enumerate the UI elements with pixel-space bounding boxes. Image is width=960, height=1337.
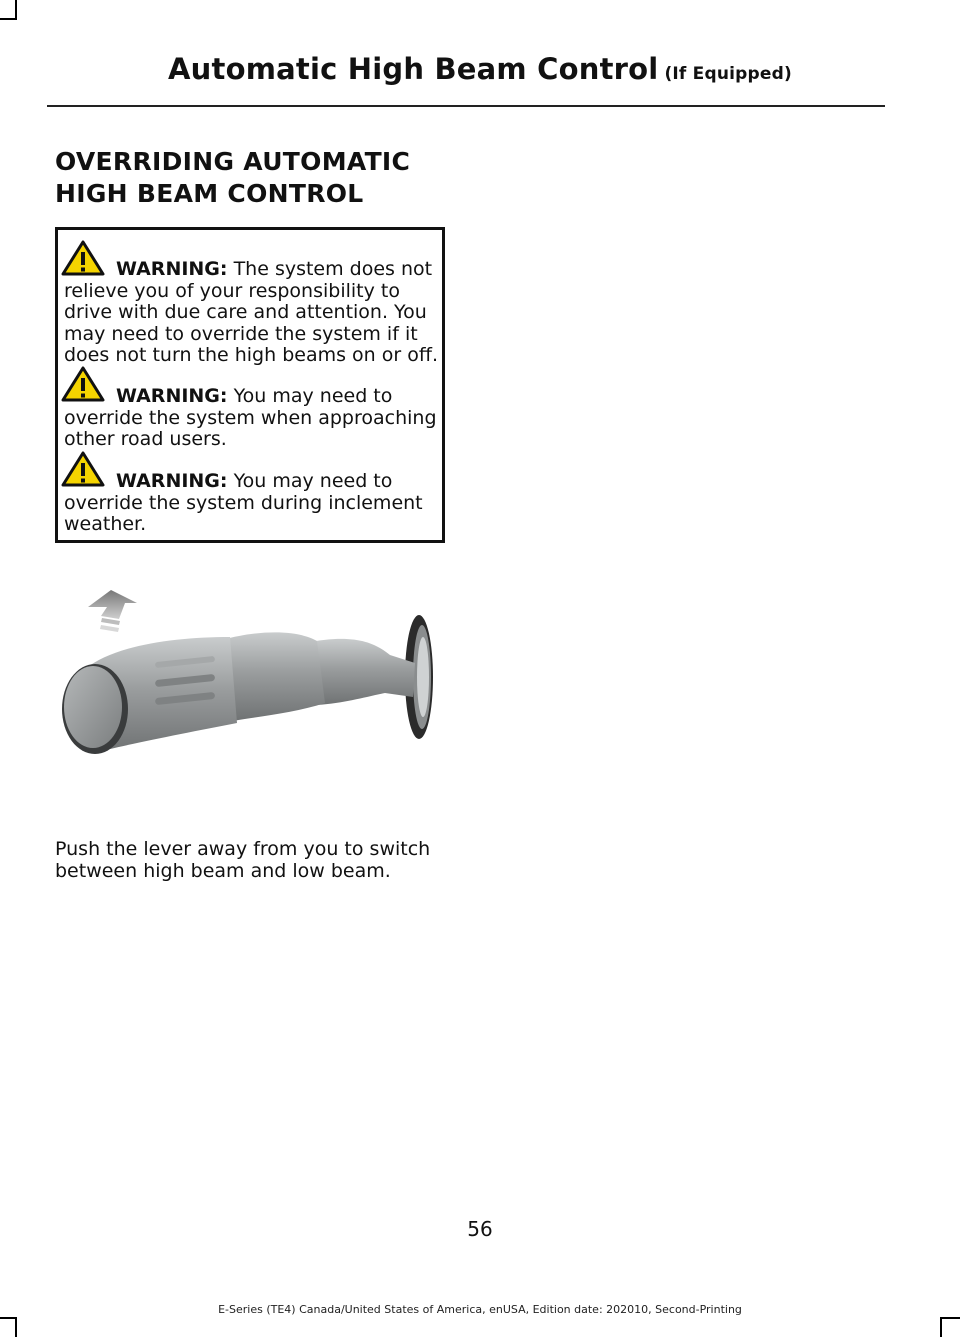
header-title-text: Automatic High Beam Control xyxy=(168,52,659,86)
section-heading: OVERRIDING AUTOMATIC HIGH BEAM CONTROL xyxy=(55,147,411,208)
warning-1-text: The system does not relieve you of your responsibility to drive with due care and attention. You may need to override the system if it does not turn the high beams on or off. xyxy=(64,258,438,366)
crop-mark-bottom-right-v xyxy=(940,1317,942,1337)
crop-mark-bottom-left-v xyxy=(15,1317,17,1337)
crop-mark-top-left-h xyxy=(0,18,17,20)
warning-2 xyxy=(64,386,440,451)
crop-mark-bottom-right-h xyxy=(940,1317,960,1319)
warning-3-label: WARNING: xyxy=(116,470,228,492)
headlamp-lever-illustration xyxy=(55,585,445,770)
page-header-title xyxy=(0,52,960,86)
header-title-suffix: (If Equipped) xyxy=(664,64,792,84)
warning-box xyxy=(55,227,445,543)
warning-2-text: You may need to override the system when approaching other road users. xyxy=(64,385,437,450)
edition-footer: E-Series (TE4) Canada/United States of America, enUSA, Edition date: 202010, Second-Printing xyxy=(218,1303,742,1316)
warning-3-text: You may need to override the system during inclement weather. xyxy=(64,470,423,535)
instruction-paragraph: Push the lever away from you to switch between high beam and low beam. xyxy=(55,838,431,882)
push-arrow-icon xyxy=(88,590,137,632)
crop-mark-bottom-left-h xyxy=(0,1317,17,1319)
header-divider xyxy=(47,105,885,107)
warning-2-label: WARNING: xyxy=(116,385,228,407)
crop-mark-top-left-v xyxy=(15,0,17,20)
warning-1 xyxy=(64,259,440,367)
warning-3 xyxy=(64,471,440,536)
page-number: 56 xyxy=(467,1217,493,1241)
warning-1-label: WARNING: xyxy=(116,258,228,280)
